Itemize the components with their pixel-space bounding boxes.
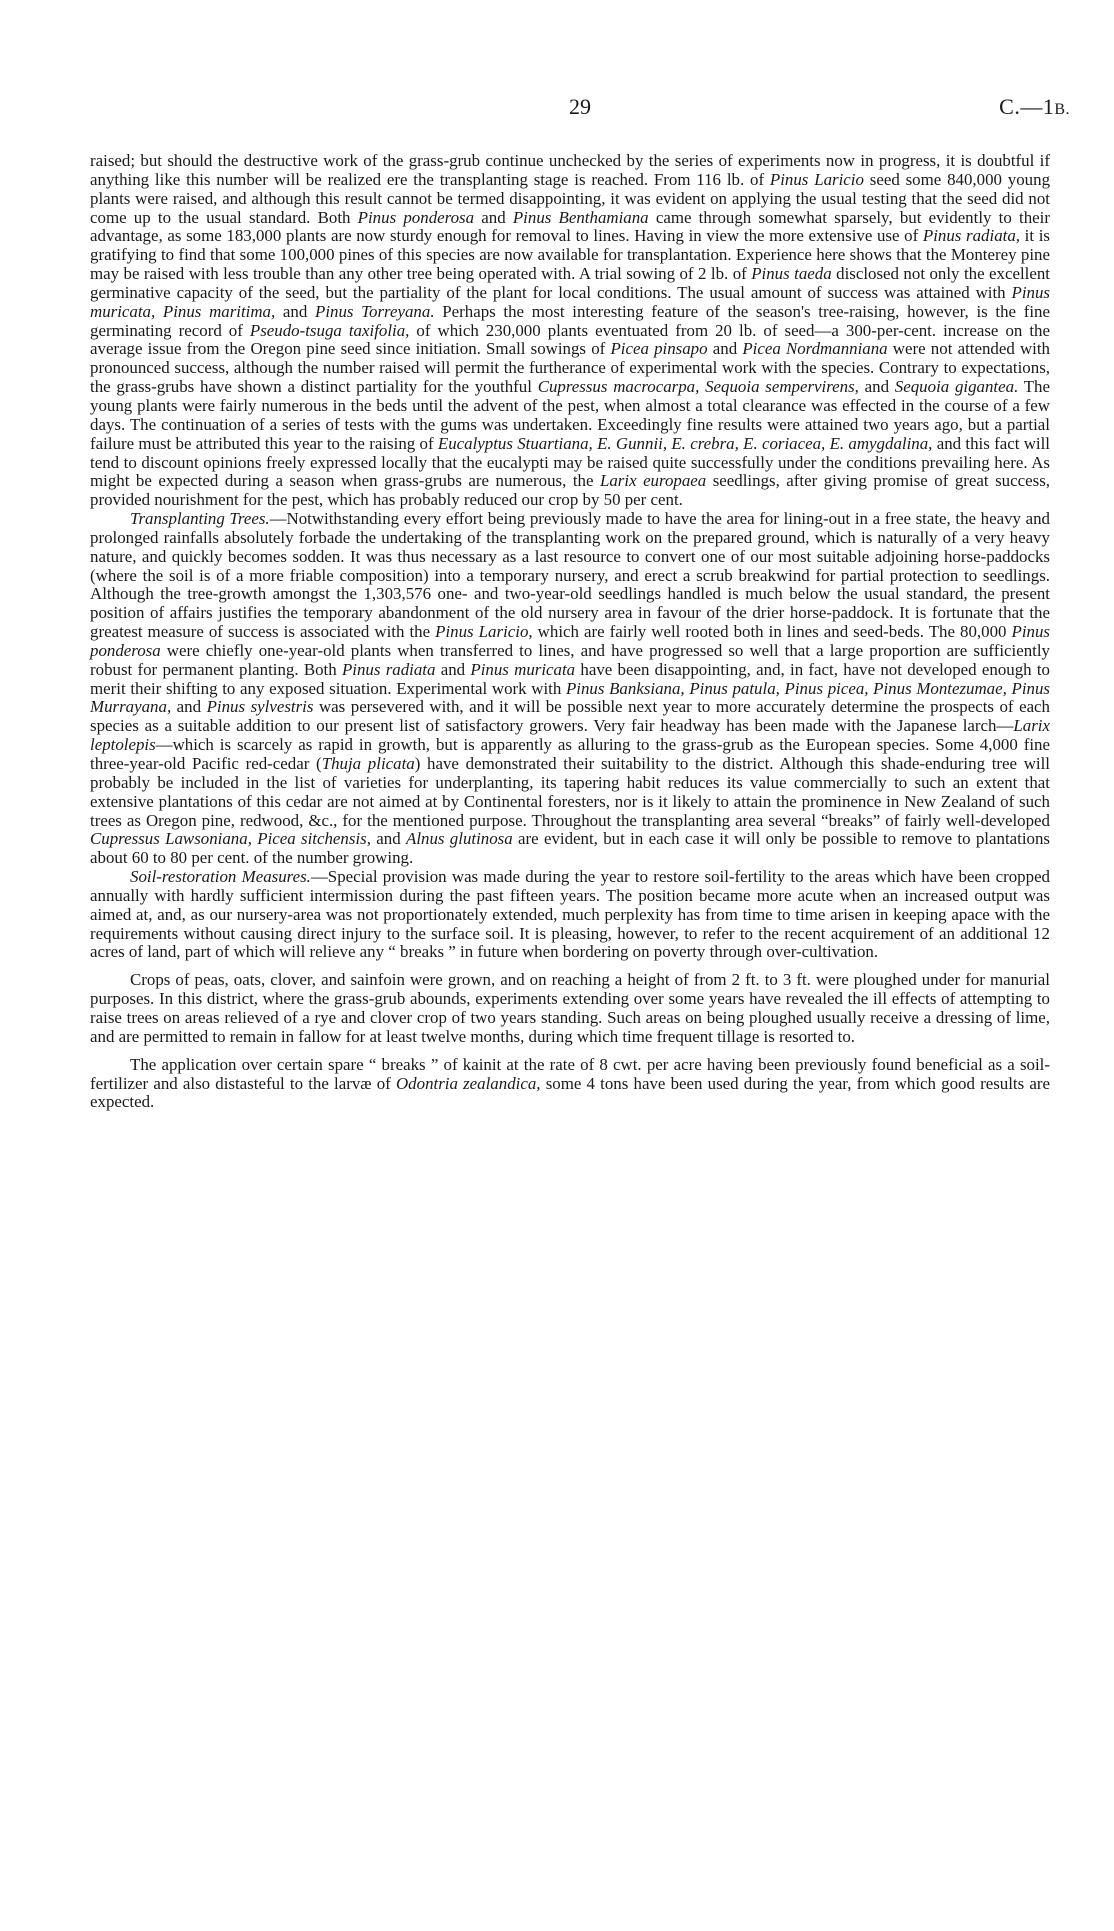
text-segment: and [707, 339, 743, 359]
text-segment: Perhaps the most interesting feature of the season's tree-raising, however, is the fine germinating record of [90, 301, 1051, 340]
text-segment: ) have demonstrated their suitability to the district. Although this shade-enduring tree will probably be included in the list of varieties for underplanting, its tapering habit reduces its value commercially to such an extent that extensive plantations of this cedar are not aimed at by Continental foresters, nor is it likely to attain the prominence in New Zealand of such trees as Oregon pine, redwood, &c., for the mentioned purpose. Throughout the transplanting area several “breaks” of fairly well-developed [90, 754, 1050, 830]
text-segment: raised; but should the destructive work of the grass-grub continue unchecked by the series of experiments now in progress, it is doubtful if anything like this number will be realized ere the transplanting stage is reached. From 116 lb. of [90, 151, 1050, 189]
italic-text-segment: Transplanting Trees. [130, 509, 270, 529]
text-segment: some 4 tons have been used during the year, from which good results are expected. [90, 1073, 1050, 1112]
document-reference-main: C.—1 [999, 94, 1055, 119]
page-header [90, 94, 1070, 128]
italic-text-segment: Pinus muricata, Pinus maritima, [90, 282, 1050, 321]
text-segment: Crops of peas, oats, clover, and sainfoin were grown, and on reaching a height of from 2 ft. to 3 ft. were ploughed under for manurial purposes. In this district, where the grass-grub abounds, experiments extending over some years have revealed the ill effects of attempting to raise trees on areas relieved of a rye and clover crop of two years standing. Such areas on being ploughed usually receive a dressing of lime, and are permitted to remain in fallow for at least twelve months, during which time frequent tillage is resorted to. [90, 970, 1050, 1046]
italic-text-segment: Picea pinsapo [610, 339, 708, 359]
italic-text-segment: Pinus sylvestris [206, 697, 314, 717]
paragraph-continuation [90, 152, 1050, 510]
text-segment: —Notwithstanding every effort being previously made to have the area for lining-out in a free state, the heavy and prolonged rainfalls absolutely forbade the undertaking of the transplanting work on the prepared ground, which is naturally of a very heavy nature, and quickly becomes sodden. It was thus necessary as a last resource to convert one of our most suitable adjoining horse-paddocks (where the soil is of a more friable composition) into a temporary nursery, and erect a scrub breakwind for partial protection to seedlings. Although the tree-growth amongst the 1,303,576 one- and two-year-old seedlings handled is much below the usual standard, the present position of affairs justifies the temporary abandonment of the old nursery area in favour of the drier horse-paddock. It is fortunate that the greatest measure of success is associated with the [90, 509, 1050, 642]
document-reference [999, 94, 1070, 120]
text-segment: and [858, 377, 895, 397]
italic-text-segment: Larix leptolepis [90, 716, 1050, 755]
italic-text-segment: Pinus muricata [470, 659, 576, 679]
italic-text-segment: Pinus ponderosa [90, 622, 1050, 660]
italic-text-segment: Pinus Benthamiana [512, 207, 649, 227]
paragraph-soil-restoration [90, 868, 1050, 962]
italic-text-segment: Pinus radiata, [922, 226, 1021, 246]
italic-text-segment: Sequoia gigantea. [894, 377, 1019, 397]
text-segment: was persevered with, and it will be possible next year to more accurately determine the prospects of each species as a suitable addition to our present list of satisfactory growers. Very fair headway has been made with the Japanese larch— [90, 697, 1051, 736]
text-segment: were not attended with pronounced success, although the number raised will permit the furtherance of experimental work with the species. Contrary to expectations, the grass-grubs have shown a distinct partiality for the youthful [90, 339, 1050, 397]
text-segment: —which is scarcely as rapid in growth, but is apparently as alluring to the grass-grub as the European species. Some 4,000 fine three-year-old Pacific red-cedar ( [90, 735, 1050, 773]
italic-text-segment: Pinus radiata [341, 659, 436, 679]
text-segment: The young plants were fairly numerous in the beds until the advent of the pest, when almost a total clearance was effected in the course of a few days. The continuation of a series of tests with the gums was undertaken. Exceedingly fine results were attained two years ago, but a partial failure must be attributed this year to the raising of [90, 377, 1050, 453]
italic-text-segment: Odontria zealandica, [395, 1073, 541, 1093]
text-segment: came through somewhat sparsely, but evidently to their advantage, as some 183,000 plants are now sturdy enough for removal to lines. Having in view the more extensive use of [90, 207, 1050, 246]
page-number: 29 [569, 94, 591, 119]
document-reference-suffix: B. [1054, 101, 1070, 118]
paragraph-transplanting-trees [90, 510, 1050, 868]
text-segment: and [171, 697, 207, 717]
text-segment: and [435, 659, 471, 679]
text-segment: are evident, but in each case it will only be possible to remove to plantations about 60 to 80 per cent. of the number growing. [90, 829, 1050, 868]
italic-text-segment: Cupressus Lawsoniana, Picea sitchensis, [90, 829, 371, 849]
text-segment: and this fact will tend to discount opinions freely expressed locally that the eucalypti may be raised quite successfully under the conditions prevailing here. As might be expected during a season when grass-grubs are numerous, the [90, 433, 1050, 491]
text-segment: of which 230,000 plants eventuated from 20 lb. of seed—a 300-per-cent. increase on the average issue from the Oregon pine seed since initiation. Small sowings of [90, 320, 1050, 359]
body-text [90, 152, 1050, 1112]
text-segment: seedlings, after giving promise of great success, provided nourishment for the pest, which has probably reduced our crop by 50 per cent. [90, 471, 1050, 510]
text-segment: disclosed not only the excellent germinative capacity of the seed, but the partiality of the plant for local conditions. The usual amount of success was attained with [90, 264, 1050, 302]
paragraph-kainit [90, 1056, 1050, 1113]
text-segment: seed some 840,000 young plants were raised, and although this result cannot be termed disappointing, it was evident on applying the usual testing that the seed did not come up to the usual standard. Both [90, 169, 1051, 227]
italic-text-segment: Eucalyptus Stuartiana, E. Gunnii, E. crebra, E. coriacea, E. amygdalina, [437, 433, 933, 453]
text-segment: have been disappointing, and, in fact, have not developed enough to merit their shifting to any exposed situation. Experimental work with [90, 659, 1051, 698]
text-segment: and [474, 207, 513, 227]
italic-text-segment: Pinus taeda [751, 264, 832, 284]
italic-text-segment: Thuja plicata [321, 754, 415, 773]
italic-text-segment: Picea Nordmanniana [742, 339, 888, 359]
italic-text-segment: Soil-restoration Measures. [130, 867, 311, 887]
text-segment: and [370, 829, 406, 849]
text-segment: and [275, 301, 316, 321]
italic-text-segment: Pinus Torreyana. [315, 301, 435, 321]
text-segment: The application over certain spare “ breaks ” of kainit at the rate of 8 cwt. per acre having been previously found beneficial as a soil-fertilizer and also distasteful to the larvæ of [90, 1054, 1050, 1093]
italic-text-segment: Alnus glutinosa [406, 829, 513, 849]
italic-text-segment: Pinus ponderosa [357, 207, 475, 227]
italic-text-segment: Pseudo-tsuga taxifolia, [249, 320, 410, 340]
paragraph-crops [90, 971, 1050, 1046]
text-segment: which are fairly well rooted both in lines and seed-beds. The 80,000 [532, 622, 1012, 642]
italic-text-segment: Pinus Laricio [769, 169, 864, 189]
text-segment: it is gratifying to find that some 100,000 pines of this species are now available for transplantation. Experience here shows that the Monterey pine may be raised with less trouble than any other tree being operated with. A trial sowing of 2 lb. of [90, 226, 1050, 284]
italic-text-segment: Cupressus macrocarpa, Sequoia sempervirens, [537, 377, 859, 397]
italic-text-segment: Pinus Banksiana, Pinus patula, Pinus picea, Pinus Montezumae, Pinus Murrayana, [90, 678, 1050, 717]
text-segment: were chiefly one-year-old plants when transferred to lines, and have progressed so well that a large proportion are sufficiently robust for permanent planting. Both [90, 640, 1050, 679]
italic-text-segment: Larix europaea [599, 471, 707, 491]
italic-text-segment: Pinus Laricio, [435, 622, 533, 642]
text-segment: —Special provision was made during the year to restore soil-fertility to the areas which have been cropped annually with hardly sufficient intermission during the past fifteen years. The position became more acute when an increased output was aimed at, and, as our nursery-area was not proportionately extended, much perplexity has from time to time arisen in keeping apace with the requirements without causing direct injury to the surface soil. It is pleasing, however, to refer to the recent acquirement of an additional 12 acres of land, part of which will relieve any “ breaks ” in future when bordering on poverty through over-cultivation. [90, 867, 1051, 962]
